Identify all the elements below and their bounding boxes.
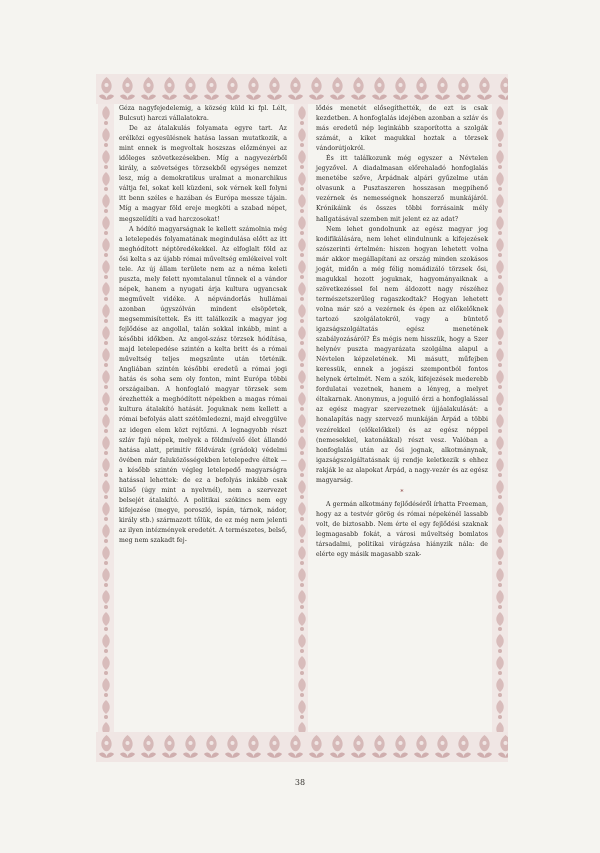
paragraph: De az átalakulás folyamata egyre tart. Az erélközi egyesülésnek hatása lassan mutatkozik, a mint ennek is megvoltak hoszszas előzményei az időleges szövetkezésekben. Míg a nagyvezérből király, a szövetséges törzsekből egységes nemzet lesz, míg a demokratikus uralmat a monarchikus váltja fel, sokat kell küzdeni, sok vérnek kell folyni itt benn széles e hazában és Európa messze tájain. Míg a magyar föld ereje megköti a szabad népet, megszelídíti a vad harczosokat! bbox=[119, 125, 287, 223]
section-divider-star: * bbox=[400, 488, 404, 496]
paragraph: Géza nagyfejedelemig, a község küld ki fpl. Lélt, Bulcsut) harczi vállalatokra. bbox=[119, 105, 287, 123]
page-number: 38 bbox=[294, 778, 306, 787]
ornament-pattern-icon bbox=[96, 74, 508, 104]
ornament-pattern-icon bbox=[96, 732, 508, 762]
ornament-pattern-icon bbox=[492, 104, 508, 732]
paragraph: lődés menetét elősegíthették, de ezt is csak kezdetben. A honfoglalás idejében azonban a szláv és más eredetű nép leginkább szaporította a szolgák számát, a kiket magukkal hoztak a törzsek vándorútjokról. bbox=[316, 105, 488, 153]
ornament-pattern-icon bbox=[98, 104, 114, 732]
paragraph: Nem lehet gondolnunk az egész magyar jog kodifikálására, nem lehet elindulnunk a kifejezések szószerinti értelmén: hiszen hogyan lehetett volna már akkor megállapítani az ország minden szokásos jogát, midőn a még félig nomádizáló törzsek ősi, magukkal hozott joguknak, hagyományaiknak a szövetkezéssel fel nem áldozott nagy részéhez természetszerűleg ragaszkodtak? Hogyan lehetett volna már szó a vezérnek és épen az előkelőknek tartozó szolgálatokról, vagy a büntető igazságszolgáltatás egész menetének szabályozásáról? És mégis nem hisszük, hogy a Szer helynév puszta magyarázata szolgálna alapul a Névtelen képzeletének. Mi másutt, műfejben keressük, ennek a jogászi szempontból fontos helynek értelmét. Nem a szók, kifejezések mederebb fordulatai vezetnek, hanem a lényeg, a melyet éltakarnak. Anonymus, a joguiló érzi a honfoglalással az egész magyar szervezetnek újjáalakulását: a honalapítás nagy szervező munkáján Árpád a többi vezérekkel (előkelőkkel) és az egész néppel (nemesekkel, katonákkal) részt vesz. Valóban a honfoglalás után az ősi jognak, alkotmánynak, igazságszolgáltatásnak új rendje keletkezik s ehhez rakják le az alapokat Árpád, a nagy-vezér és az egész magyarság. bbox=[316, 225, 488, 484]
paragraph: A hódító magyarságnak le kellett számolnia még a letelepedés folyamatának megindulása előtt az itt meghódított néptöredékekkel. Az elfoglalt föld az ősi kelta s az újabb római műveltség emlékeivel volt tele. Az új állam területe nem az a néma keleti puszta, mely felett nyomtalanul tűnnek el a vándor népek, hanem a nyugati árja kultura ugyancsak megművelt vidéke. A népvándorlás hullámai azonban úgyszólván mindent elsöpörtek, megsemmisítettek. És itt találkozik a magyar jog fejlődése az angollal, talán sokkal inkább, mint a későbbi időkben. Az angol-szász törzsek hódítása, majd letelepedése szintén a kelta britt és a római műveltség teljes megszűnte után történik. Angliában szintén későbbi eredetű a római jogi hatás és soha sem oly fonton, mint Európa többi országaiban. A honfoglaló magyar törzsek sem érezhették a meghódított népekben a magas római kultura átalakító hatását. Joguknak nem kellett a római befolyás alatt szétömledezni, majd elveggülve az idegen elem közt rejtőzni. A legnagyobb részt szláv fajú népek, melyek a földmívelő élet állandó hatása alatt, primitív földvárak (grádok) védelmi övében már faluközösségekben letelepedve éltek — a később szintén végleg letelepedő magyarságra hatással lehettek: de ez a befolyás inkább csak külső (úgy mint a nyelvnél), nem a szervezet belsejét átalakító. A politikai szókincs nem egy kifejezése (megye, poroszló, ispán, tárnok, nádor, király stb.) származott tőlük, de ez még nem jelenti az ilyen intézmények eredetét. A természetes, belső, meg nem szakadt fej- bbox=[119, 225, 287, 545]
ornament-border-middle bbox=[294, 104, 308, 732]
text-column-left bbox=[119, 104, 287, 546]
ornament-pattern-icon bbox=[294, 104, 308, 732]
ornament-border-bottom bbox=[96, 732, 508, 762]
paragraph: A germán alkotmány fejlődéséről írhatta Freeman, hogy az a testvér görög és római népekénél lassabb volt, de biztosabb. Nem érte el egy fejlődési szaknak legmagasabb fokát, a városi műveltség bomlatos társadalmi, politikai virágzása hiányzik nála: de elérte egy másik magasabb szak- bbox=[316, 500, 488, 559]
text-column-right bbox=[316, 104, 488, 560]
paragraph: És itt találkozunk még egyszer a Névtelen jegyzővel. A diadalmasan előrehaladó honfoglalás menetébe szőve, Árpádnak alpári gyűzelme után olvasunk a Pusztaszeren hosszasan megpihenő vezérnek és nemességnek honszerző munkájáról. Krónikáink és összes többi forrásaink mély hallgatásával szemben mit jelent ez az adat? bbox=[316, 155, 488, 223]
ornament-border-right bbox=[492, 104, 508, 732]
ornament-border-top bbox=[96, 74, 508, 104]
ornament-border-left bbox=[98, 104, 114, 732]
